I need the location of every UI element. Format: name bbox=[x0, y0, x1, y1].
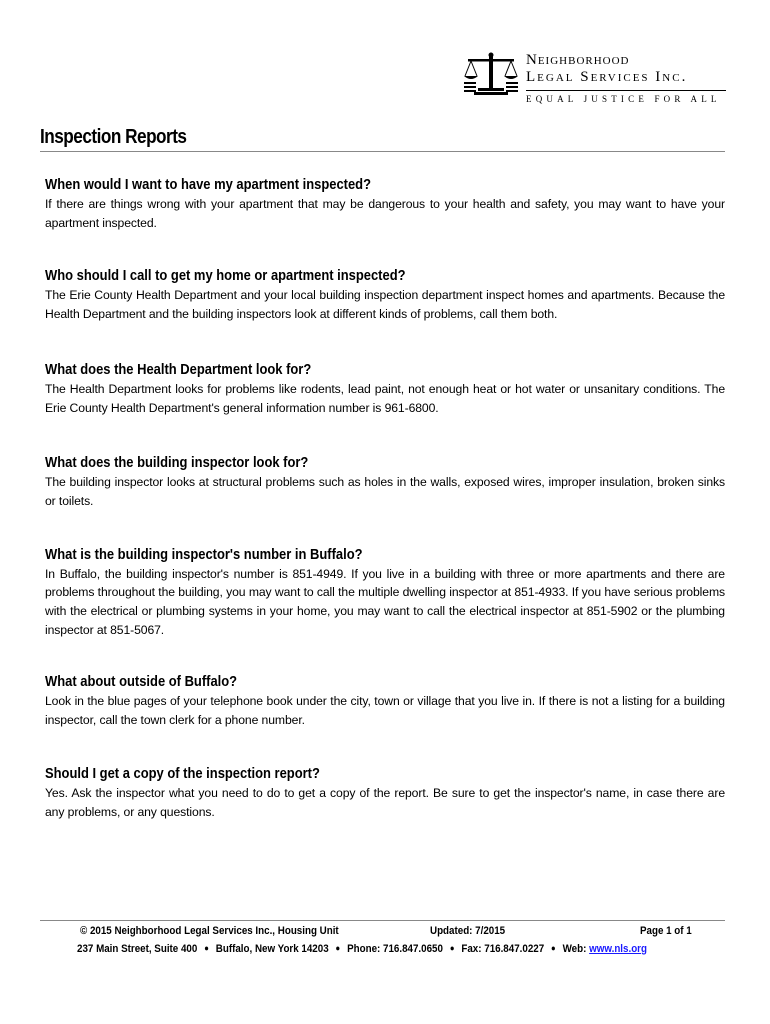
faq-question: What does the building inspector look for? bbox=[45, 455, 309, 472]
bullet-icon: ● bbox=[449, 943, 455, 953]
logo-divider bbox=[526, 90, 726, 91]
faq-question: What is the building inspector's number in Buffalo? bbox=[45, 546, 363, 563]
faq-answer: In Buffalo, the building inspector's number is 851-4949. If you live in a building with three or more apartments and there are problems throughout the building, you may want to call the multiple dwelling inspector at 851-4933. If you have serious problems with the electrical or plumbing systems in your home, you may want to call the electrical inspector at 851-5902 or the plumbing inspector at 851-5067. bbox=[45, 566, 725, 637]
faq-section bbox=[45, 546, 725, 640]
footer-city: Buffalo, New York 14203 bbox=[215, 943, 329, 955]
faq-question: What does the Health Department look for? bbox=[45, 361, 312, 378]
faq-section bbox=[45, 267, 725, 323]
footer-fax: Fax: 716.847.0227 bbox=[461, 943, 545, 955]
logo-name-line1: Neighborhood bbox=[526, 52, 630, 68]
footer-divider bbox=[40, 920, 725, 921]
logo-name-line2: Legal Services Inc. bbox=[526, 69, 688, 85]
footer-address: 237 Main Street, Suite 400 bbox=[77, 943, 198, 955]
faq-question: What about outside of Buffalo? bbox=[45, 674, 238, 691]
footer-copyright: © 2015 Neighborhood Legal Services Inc., Housing Unit bbox=[80, 925, 339, 937]
faq-section bbox=[45, 361, 725, 417]
faq-section bbox=[45, 454, 725, 510]
faq-answer: Look in the blue pages of your telephone book under the city, town or village that you live in. If there is not a listing for a building inspector, call the town clerk for a phone number. bbox=[45, 694, 725, 728]
faq-answer: The Health Department looks for problems like rodents, lead paint, not enough heat or hot water or unsanitary conditions. The Erie County Health Department's general information number is 961-6800. bbox=[45, 381, 725, 415]
faq-answer: The Erie County Health Department and your local building inspection department inspect homes and apartments. Because the Health Department and the building inspectors look at different kinds of problems, call them both. bbox=[45, 288, 725, 322]
title-divider bbox=[40, 151, 725, 152]
page-title: Inspection Reports bbox=[40, 126, 187, 148]
faq-question: Who should I call to get my home or apartment inspected? bbox=[45, 268, 406, 285]
bullet-icon: ● bbox=[335, 943, 341, 953]
faq-answer: If there are things wrong with your apartment that may be dangerous to your health and safety, you may want to have your apartment inspected. bbox=[45, 197, 725, 230]
page-footer bbox=[40, 925, 725, 961]
faq-question: Should I get a copy of the inspection report? bbox=[45, 765, 320, 782]
logo bbox=[462, 52, 724, 112]
faq-section bbox=[45, 765, 725, 821]
faq-content bbox=[45, 176, 725, 856]
scales-of-justice-icon bbox=[462, 52, 520, 98]
logo-tagline: EQUAL JUSTICE FOR ALL bbox=[526, 94, 721, 104]
faq-answer: Yes. Ask the inspector what you need to do to get a copy of the report. Be sure to get the inspector's name, in case there are any problems, or any questions. bbox=[45, 785, 725, 819]
faq-section bbox=[45, 673, 725, 729]
bullet-icon: ● bbox=[204, 943, 209, 953]
footer-contact-line bbox=[77, 943, 647, 955]
footer-page-number: Page 1 of 1 bbox=[640, 925, 692, 937]
bullet-icon: ● bbox=[551, 943, 556, 953]
footer-phone: Phone: 716.847.0650 bbox=[347, 943, 443, 955]
faq-question: When would I want to have my apartment inspected? bbox=[45, 177, 371, 193]
footer-updated: Updated: 7/2015 bbox=[430, 925, 506, 937]
footer-web-link[interactable]: www.nls.org bbox=[589, 943, 647, 955]
faq-section bbox=[45, 176, 725, 232]
faq-answer: The building inspector looks at structural problems such as holes in the walls, exposed wires, improper insulation, broken sinks or toilets. bbox=[45, 475, 725, 508]
footer-web-label: Web: bbox=[562, 943, 587, 955]
